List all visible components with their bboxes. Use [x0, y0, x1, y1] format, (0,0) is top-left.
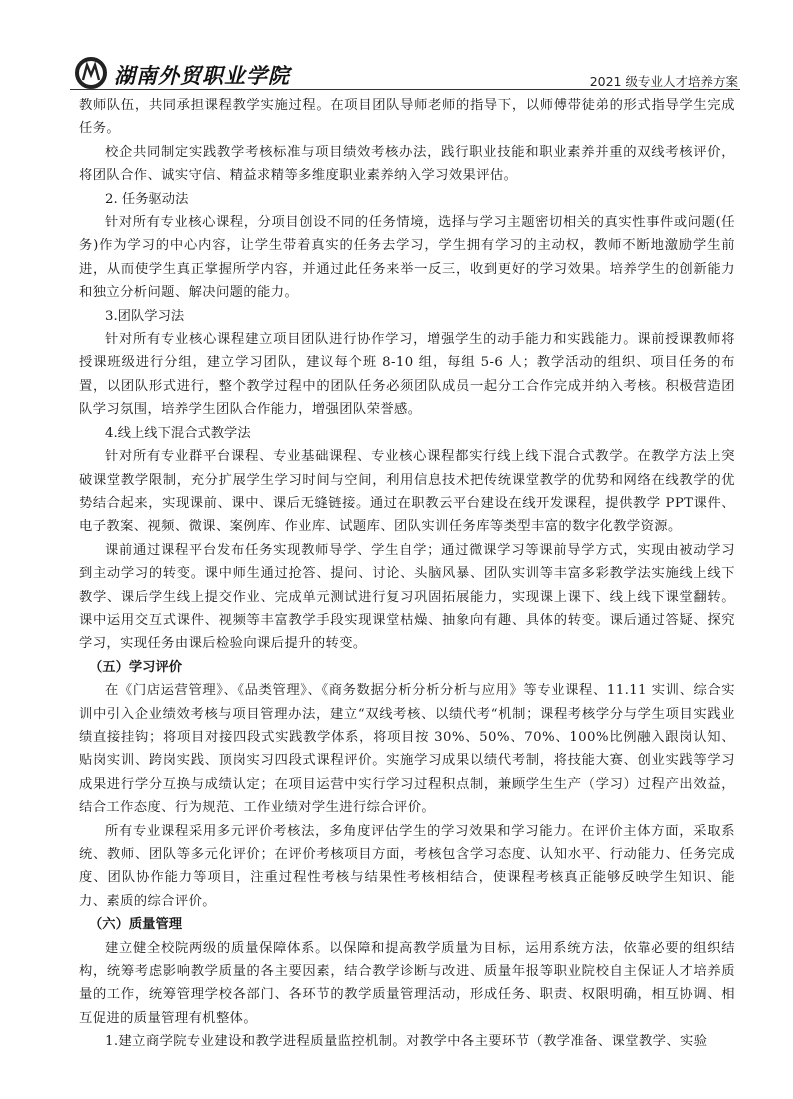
body-paragraph: 针对所有专业核心课程建立项目团队进行协作学习，增强学生的动手能力和实践能力。课前授课教师将授课班级进行分组，建立学习团队，建议每个班 8-10 组，每组 5-6 人；教学活动的组织、项目任务的布置，以团队形式进行，整个教学过程中的团队任务必须团队成员一起分工合作完成并纳入考核。积极营造团队学习氛围，培养学生团队合作能力，增强团队荣誉感。: [79, 332, 735, 418]
plan-title: 2021 级专业人才培养方案: [589, 74, 738, 89]
paragraph-continued: 教师队伍，共同承担课程教学实施过程。在项目团队导师老师的指导下，以师傅带徒弟的形式指导学生完成任务。: [79, 98, 735, 137]
document-body: [79, 94, 735, 1054]
school-name: 湖南外贸职业学院: [114, 63, 290, 88]
subsection-heading: 2. 任务驱动法: [105, 191, 189, 207]
body-paragraph: 1.建立商学院专业建设和教学进程质量监控机制。对教学中各主要环节（教学准备、课堂教学、实验: [105, 1034, 708, 1050]
section-heading: （六）质量管理: [89, 917, 183, 933]
subsection-heading: 3.团队学习法: [105, 308, 185, 324]
subsection-heading: 4.线上线下混合式教学法: [105, 425, 251, 441]
body-paragraph: 针对所有专业核心课程，分项目创设不同的任务情境，选择与学习主题密切相关的真实性事件或问题(任务)作为学习的中心内容，让学生带着真实的任务去学习，学生拥有学习的主动权，教师不断地激励学生前进，从而使学生真正掌握所学内容，并通过此任务来举一反三，收到更好的学习效果。培养学生的创新能力和独立分析问题、解决问题的能力。: [79, 215, 735, 301]
section-heading: （五）学习评价: [89, 659, 183, 675]
page-header: [70, 52, 740, 92]
school-logo-icon: [74, 56, 108, 90]
body-paragraph: 所有专业课程采用多元评价考核法，多角度评估学生的学习效果和学习能力。在评价主体方面，采取系统、教师、团队等多元化评价；在评价考核项目方面，考核包含学习态度、认知水平、行动能力、任务完成度、团队协作能力等项目，注重过程性考核与结果性考核相结合，使课程考核真正能够反映学生知识、能力、素质的综合评价。: [79, 823, 735, 909]
body-paragraph: 在《门店运营管理》、《品类管理》、《商务数据分析分析分析与应用》等专业课程、11.11 实训、综合实训中引入企业绩效考核与项目管理办法，建立“双线考核、以绩代考“机制；课程考核学分与学生项目实践业绩直接挂钩；将项目对接四段式实践教学体系，将项目按 30%、50%、70%、100%比例融入跟岗认知、贴岗实训、跨岗实践、顶岗实习四段式课程评价。实施学习成果以绩代考制，将技能大赛、创业实践等学习成果进行学分互换与成绩认定；在项目运营中实行学习过程积点制，兼顾学生生产（学习）过程产出效益，结合工作态度、行为规范、工作业绩对学生进行综合评价。: [79, 683, 735, 816]
body-paragraph: 建立健全校院两级的质量保障体系。以保障和提高教学质量为目标，运用系统方法，依靠必要的组织结构，统筹考虑影响教学质量的各主要因素，结合教学诊断与改进、质量年报等职业院校自主保证人才培养质量的工作，统筹管理学校各部门、各环节的教学质量管理活动，形成任务、职责、权限明确，相互协调、相互促进的质量管理有机整体。: [79, 940, 735, 1026]
body-paragraph: 校企共同制定实践教学考核标准与项目绩效考核办法，践行职业技能和职业素养并重的双线考核评价，将团队合作、诚实守信、精益求精等多维度职业素养纳入学习效果评估。: [79, 144, 735, 184]
body-paragraph: 针对所有专业群平台课程、专业基础课程、专业核心课程都实行线上线下混合式教学。在教学方法上突破课堂教学限制，充分扩展学生学习时间与空间，利用信息技术把传统课堂教学的优势和网络在线教学的优势结合起来，实现课前、课中、课后无缝链接。通过在职教云平台建设在线开发课程，提供教学 PPT课件、电子教案、视频、微课、案例库、作业库、试题库、团队实训任务库等类型丰富的数字化教学资源。: [79, 449, 735, 535]
body-paragraph: 课前通过课程平台发布任务实现教师导学、学生自学；通过微课学习等课前导学方式，实现由被动学习到主动学习的转变。课中师生通过抢答、提问、讨论、头脑风暴、团队实训等丰富多彩教学法实施线上线下教学、课后学生线上提交作业、完成单元测试进行复习巩固拓展能力，实现课上课下、线上线下课堂翻转。课中运用交互式课件、视频等丰富教学手段实现课堂枯燥、抽象向有趣、具体的转变。课后通过答疑、探究学习，实现任务由课后检验向课后提升的转变。: [79, 542, 735, 652]
header-divider: [70, 89, 740, 90]
